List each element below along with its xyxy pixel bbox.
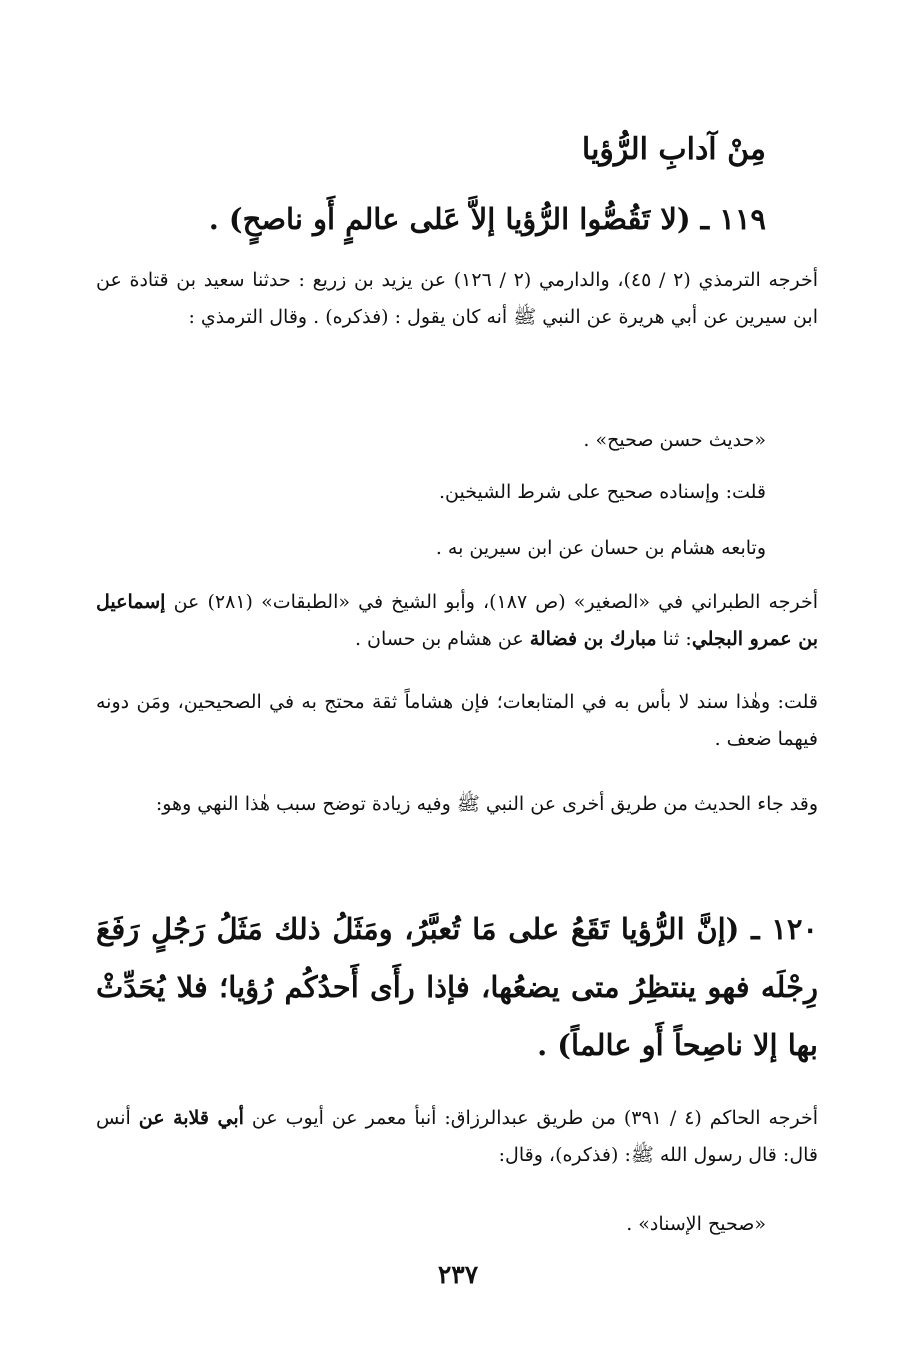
hakim-text-start: أخرجه الحاكم (٤ / ٣٩١) من طريق عبدالرزاق: أنبأ معمر عن أيوب عن [243,1107,818,1129]
page-number: ٢٣٧ [437,1260,479,1289]
tabarani-text-start: أخرجه الطبراني في «الصغير» (ص ١٨٧)، وأبو الشيخ في «الطبقات» (٢٨١) عن [165,591,818,613]
tabarani-text-end: عن هشام بن حسان . [354,628,530,650]
narrator-mubarak: مبارك بن فضالة [529,628,657,650]
tabarani-takhrij [96,584,818,658]
chain-assessment: قلت: وهٰذا سند لا بأس به في المتابعات؛ فإن هشاماً ثقة محتج به في الصحيحين، ومَن دونه فيهما ضعف . [96,691,818,750]
narrator-abu-qilaba: أبي قلابة عن [138,1107,244,1129]
tirmidhi-grading: «حديث حسن صحيح» . [583,429,766,451]
hadith-119: ١١٩ ـ (لا تَقُصُّوا الرُّؤيا إلاَّ عَلى عالمٍ أَو ناصحٍ) . [208,202,766,236]
hadith-120: ١٢٠ ـ (إنَّ الرُّؤيا تَقَعُ على مَا تُعبَّرُ، ومَثَلُ ذلك مَثَلُ رَجُلٍ رَفَعَ رِجْلَه فهو ينتظِرُ متى يضعُها، فإذا رأَى أَحدُكُم رُؤيا؛ فلا يُحَدِّثْ بها إلا ناصِحاً أَو عالماً) . [96,912,818,1062]
hakim-text-end: أنس قال: قال رسول الله ﷺ: (فذكره)، وقال: [96,1107,818,1166]
takhrij-119-paragraph-1: أخرجه الترمذي (٢ / ٤٥)، والدارمي (٢ / ١٢٦) عن يزيد بن زريع : حدثنا سعيد بن قتادة عن ابن سيرين عن أبي هريرة عن النبي ﷺ أنه كان يقول : (فذكره) . وقال الترمذي : [96,269,818,328]
narrator-ismail: إسماعيل بن عمرو البجلي [96,591,818,650]
authenticity-note: قلت: وإسناده صحيح على شرط الشيخين. [438,481,766,503]
running-head: مِنْ آدابِ الرُّؤيا [581,132,766,167]
hakim-grading: «صحيح الإسناد» . [626,1213,766,1235]
tabarani-text-mid: : ثنا [656,628,692,650]
corroboration-note: وتابعه هشام بن حسان عن ابن سيرين به . [435,537,766,559]
takhrij-120-paragraph-1 [96,1100,818,1174]
intro-hadith-120: وقد جاء الحديث من طريق أخرى عن النبي ﷺ وفيه زيادة توضح سبب هٰذا النهي وهو: [155,793,818,815]
